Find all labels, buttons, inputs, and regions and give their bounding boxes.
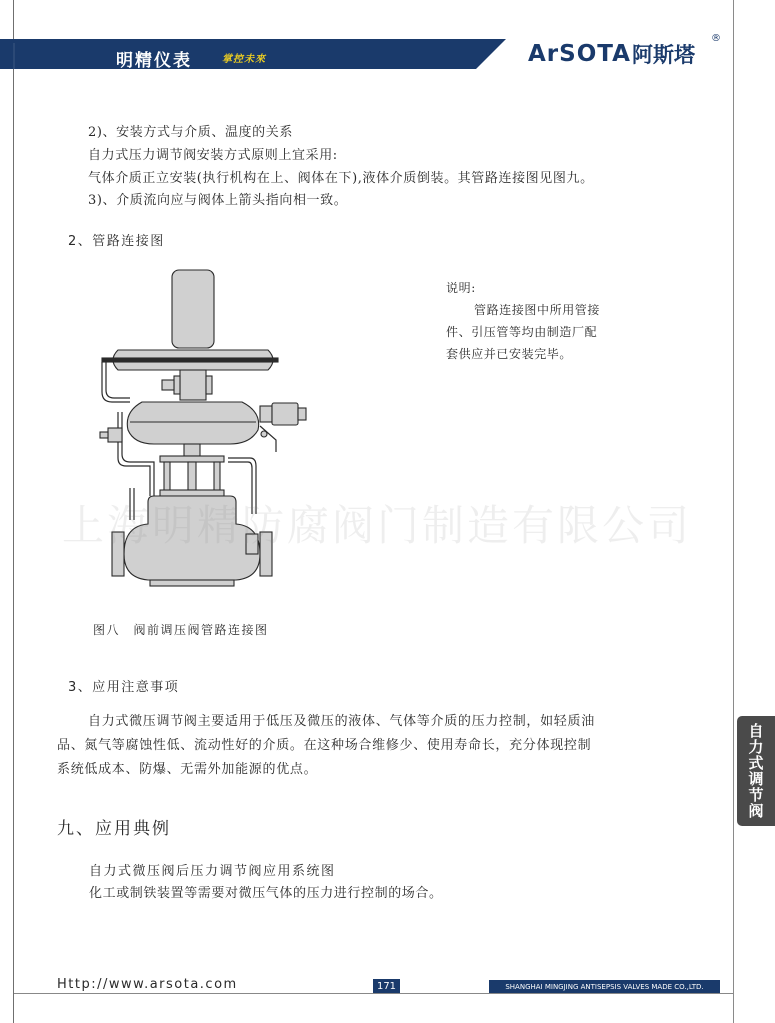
para-line-3: 系统低成本、防爆、无需外加能源的优点。 <box>57 762 318 777</box>
install-line-2: 自力式压力调节阀安装方式原则上宜采用: <box>88 148 338 163</box>
section-2-title: 2、管路连接图 <box>68 234 165 249</box>
note-label: 说明: <box>446 281 476 295</box>
page-frame-left <box>13 0 14 1023</box>
figure-caption: 图八 阀前调压阀管路连接图 <box>93 623 269 637</box>
note-line-1: 管路连接图中所用管接 <box>474 303 601 317</box>
brand-slogan: 掌控未來 <box>222 54 266 65</box>
install-line-4: 3)、介质流向应与阀体上箭头指向相一致。 <box>88 193 348 208</box>
install-line-3: 气体介质正立安装(执行机构在上、阀体在下),液体介质倒装。其管路连接图见图九。 <box>88 171 594 186</box>
registered-mark: ® <box>711 33 721 44</box>
note-line-2: 件、引压管等均由制造厂配 <box>446 325 598 339</box>
side-tab-self-operated-valve[interactable] <box>737 716 775 826</box>
side-tab-label: 自力式调节阀 <box>746 723 765 819</box>
section-9-subtitle: 自力式微压阀后压力调节阀应用系统图 <box>89 864 336 879</box>
section-9-title: 九、应用典例 <box>57 819 171 839</box>
figure-note <box>446 277 600 365</box>
footer-company-name: SHANGHAI MINGJING ANTISEPSIS VALVES MADE CO.,LTD. <box>489 980 720 994</box>
section-9-description: 化工或制铁装置等需要对微压气体的压力进行控制的场合。 <box>89 886 443 901</box>
footer-rule <box>14 993 733 994</box>
install-line-1: 2)、安装方式与介质、温度的关系 <box>88 125 293 140</box>
watermark-text: 上海明精防腐阀门制造有限公司 <box>62 501 693 550</box>
page-number: 171 <box>373 979 400 994</box>
para-line-1: 自力式微压调节阀主要适用于低压及微压的液体、气体等介质的压力控制，如轻质油 <box>88 714 595 729</box>
para-line-2: 品、氮气等腐蚀性低、流动性好的介质。在这种场合维修少、使用寿命长，充分体现控制 <box>57 738 592 753</box>
logo-latin: ArSOTA <box>528 41 631 67</box>
note-line-3: 套供应并已安装完毕。 <box>446 347 573 361</box>
logo-chinese: 阿斯塔 <box>631 43 695 67</box>
section-3-paragraph <box>57 710 717 782</box>
footer-website[interactable]: Http://www.arsota.com <box>57 977 238 992</box>
brand-name: 明精仪表 <box>116 51 192 71</box>
section-3-title: 3、应用注意事项 <box>68 680 180 695</box>
page-frame-right <box>733 0 734 1023</box>
company-logo <box>528 39 695 69</box>
